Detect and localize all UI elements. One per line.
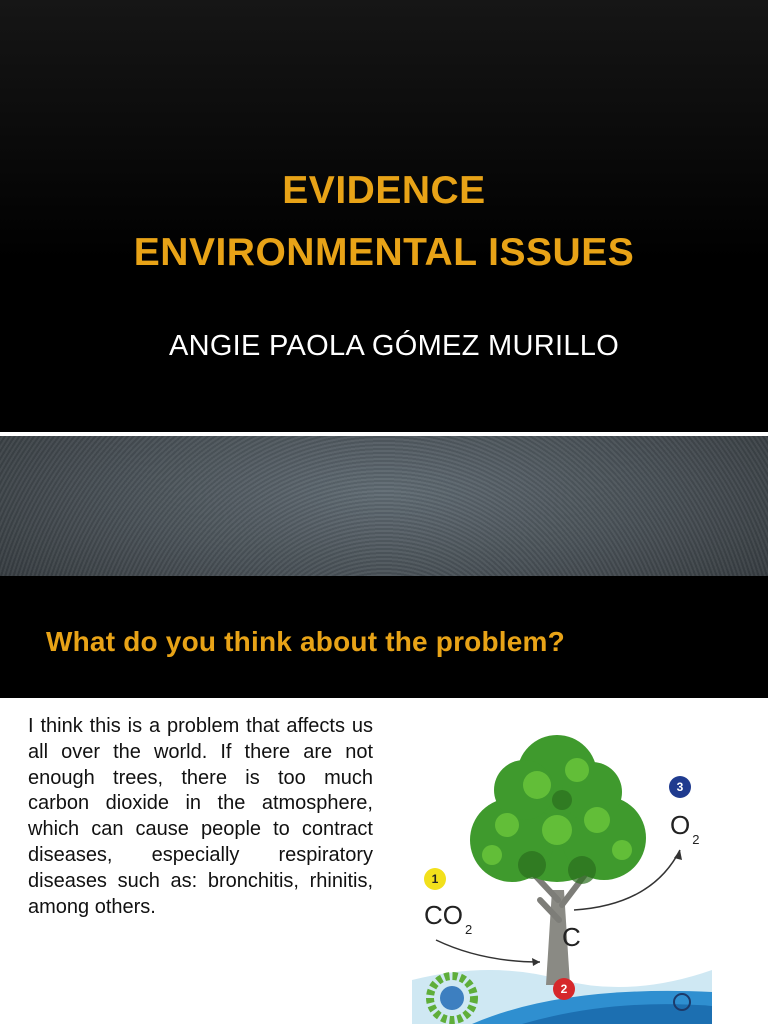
- carbon-label: C: [562, 922, 581, 952]
- o2-label: [670, 810, 699, 847]
- co2-label: [424, 900, 472, 937]
- o2-label-sub: 2: [692, 832, 700, 847]
- slide-title-line-1: EVIDENCE: [282, 169, 486, 212]
- o2-label-main: O: [670, 810, 691, 840]
- slide-separator-band: [0, 436, 768, 576]
- co2-label-main: CO: [424, 900, 463, 930]
- step-3-badge: 3: [669, 776, 691, 798]
- title-slide: [0, 0, 768, 432]
- co2-label-sub: 2: [465, 922, 473, 937]
- step-1-badge: 1: [424, 868, 446, 890]
- content-slide-heading: What do you think about the problem?: [46, 626, 565, 657]
- body-paragraph: I think this is a problem that affects us all over the world. If there are not enough trees, there is too much carbon dioxide in the atmosphere, which can cause people to contract diseases, especially respiratory diseases such as: bronchitis, rhinitis, among others.: [28, 715, 373, 918]
- step-2-badge: 2: [553, 978, 575, 1000]
- slide-title-line-2: ENVIRONMENTAL ISSUES: [133, 231, 635, 274]
- carbon-cycle-illustration: [412, 730, 712, 1024]
- author-name: ANGIE PAOLA GÓMEZ MURILLO: [168, 330, 620, 362]
- slide-title: [0, 160, 768, 284]
